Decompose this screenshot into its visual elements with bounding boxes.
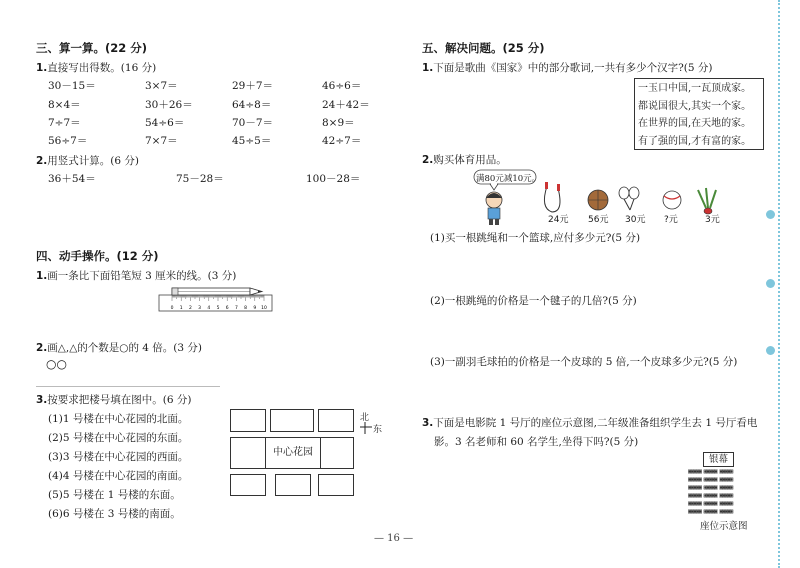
section-4-title: 四、动手操作。(12 分) xyxy=(36,249,159,263)
question-number: 2. xyxy=(36,155,48,167)
arith-cell: 54÷6＝ xyxy=(145,117,185,129)
pencil-icon xyxy=(172,288,262,295)
shuttlecock-icon xyxy=(698,188,716,214)
question-number: 2. xyxy=(422,154,434,166)
binding-hole-icon xyxy=(766,210,775,219)
rubber-ball-icon xyxy=(663,191,681,209)
question-text: 购买体育用品。 xyxy=(433,154,507,166)
sub-question: (3)一副羽毛球拍的价格是一个皮球的 5 倍,一个皮球多少元?(5 分) xyxy=(430,356,738,368)
ruler-tick-label: 2 xyxy=(188,306,192,311)
jump-rope-icon xyxy=(544,182,560,212)
compass-north-label: 北 xyxy=(360,413,370,423)
binding-hole-icon xyxy=(766,346,775,355)
price-racket: 30元 xyxy=(625,215,646,225)
arith-cell: 70－7＝ xyxy=(232,117,274,129)
building-box[interactable] xyxy=(230,409,266,432)
sub-question: (1)买一根跳绳和一个篮球,应付多少元?(5 分) xyxy=(430,232,641,244)
lyric-line: 都说国很大,其实一个家。 xyxy=(638,100,752,112)
question-text: 用竖式计算。(6 分) xyxy=(47,155,140,167)
section-5-title: 五、解决问题。(25 分) xyxy=(422,41,545,55)
question-text: 下面是电影院 1 号厅的座位示意图,二年级准备组织学生去 1 号厅看电 xyxy=(433,417,758,429)
question-text: 按要求把楼号填在图中。(6 分) xyxy=(47,394,192,406)
building-box[interactable] xyxy=(230,437,266,469)
arith-cell: 56÷7＝ xyxy=(48,135,88,147)
arith-cell: 7×7＝ xyxy=(145,135,178,147)
pencil-ruler-figure xyxy=(158,284,274,314)
question-5-2 xyxy=(422,152,507,167)
question-5-3 xyxy=(422,415,757,430)
question-text: 直接写出得数。(16 分) xyxy=(47,62,157,74)
question-5-3-line2: 影。3 名老师和 60 名学生,坐得下吗?(5 分) xyxy=(434,436,639,448)
arith-cell: 30－15＝ xyxy=(48,80,96,92)
building-box[interactable] xyxy=(270,409,314,432)
central-garden: 中心花园 xyxy=(265,437,321,469)
ruler-tick-label: 9 xyxy=(253,306,257,311)
page-number: — 16 — xyxy=(374,533,414,544)
direction-item: (4)4 号楼在中心花园的南面。 xyxy=(48,470,189,482)
compass-cross-icon xyxy=(359,421,373,435)
price-shuttlecock: 3元 xyxy=(705,215,720,225)
arith-cell: 7÷7＝ xyxy=(48,117,81,129)
direction-item: (3)3 号楼在中心花园的西面。 xyxy=(48,451,189,463)
circle-shapes: ○○ xyxy=(46,357,67,371)
lyric-line: 一玉口中国,一瓦顶成家。 xyxy=(638,83,752,94)
building-box[interactable] xyxy=(318,474,354,496)
ruler-tick-label: 3 xyxy=(198,306,202,311)
arith-cell: 24＋42＝ xyxy=(322,99,370,111)
question-text: 画一条比下面铅笔短 3 厘米的线。(3 分) xyxy=(47,270,237,282)
binding-margin xyxy=(778,0,780,568)
arith-cell: 45÷5＝ xyxy=(232,135,272,147)
binding-hole-icon xyxy=(766,279,775,288)
divider xyxy=(36,386,220,387)
arith-cell: 46÷6＝ xyxy=(322,80,362,92)
question-text: 下面是歌曲《国家》中的部分歌词,一共有多少个汉字?(5 分) xyxy=(433,62,713,74)
question-text: 画△,△的个数是○的 4 倍。(3 分) xyxy=(47,342,203,354)
direction-item: (6)6 号楼在 3 号楼的南面。 xyxy=(48,508,181,520)
question-number: 3. xyxy=(422,417,434,429)
compass-east-label: 东 xyxy=(373,425,383,435)
building-box[interactable] xyxy=(230,474,266,496)
building-box[interactable] xyxy=(275,474,311,496)
question-number: 1. xyxy=(36,270,48,282)
question-4-2 xyxy=(36,340,202,355)
section-3-title: 三、算一算。(22 分) xyxy=(36,41,148,55)
direction-item: (1)1 号楼在中心花园的北面。 xyxy=(48,413,189,425)
sub-question: (2)一根跳绳的价格是一个毽子的几倍?(5 分) xyxy=(430,295,637,307)
question-number: 1. xyxy=(422,62,434,74)
ruler-tick-label: 10 xyxy=(261,306,267,311)
discount-bubble-text: 满80元减10元。 xyxy=(476,174,541,184)
seating-caption: 座位示意图 xyxy=(700,521,748,532)
arith-cell: 30＋26＝ xyxy=(145,99,193,111)
boy-icon xyxy=(486,192,502,225)
basketball-icon xyxy=(588,190,608,210)
price-basketball: 56元 xyxy=(588,215,609,225)
question-3-1 xyxy=(36,60,156,75)
vertical-calc: 75－28＝ xyxy=(176,173,224,185)
question-number: 3. xyxy=(36,394,48,406)
lyric-line: 有了强的国,才有富的家。 xyxy=(638,135,752,147)
question-number: 2. xyxy=(36,342,48,354)
arith-cell: 42÷7＝ xyxy=(322,135,362,147)
price-jump-rope: 24元 xyxy=(548,215,569,225)
vertical-calc: 36＋54＝ xyxy=(48,173,96,185)
question-5-1 xyxy=(422,60,712,75)
question-4-3 xyxy=(36,392,192,407)
screen-label: 银幕 xyxy=(703,452,734,467)
arith-cell: 29＋7＝ xyxy=(232,80,274,92)
price-ball: ?元 xyxy=(664,215,678,225)
building-box[interactable] xyxy=(318,409,354,432)
arith-cell: 8×4＝ xyxy=(48,99,81,111)
arith-cell: 8×9＝ xyxy=(322,117,355,129)
ruler-tick-label: 6 xyxy=(225,306,229,311)
direction-item: (5)5 号楼在 1 号楼的东面。 xyxy=(48,489,181,501)
badminton-racket-icon xyxy=(619,187,639,210)
lyric-line: 在世界的国,在天地的家。 xyxy=(638,118,752,129)
building-box[interactable] xyxy=(320,437,354,469)
question-3-2 xyxy=(36,153,139,168)
ruler-tick-label: 1 xyxy=(179,306,183,311)
vertical-calc: 100－28＝ xyxy=(306,173,361,185)
ruler-tick-label: 0 xyxy=(170,306,174,311)
ruler-tick-label: 4 xyxy=(207,306,211,311)
arith-cell: 64÷8＝ xyxy=(232,99,272,111)
arith-cell: 3×7＝ xyxy=(145,80,178,92)
ruler-tick-label: 8 xyxy=(244,306,248,311)
ruler-tick-label: 5 xyxy=(216,306,220,311)
direction-item: (2)5 号楼在中心花园的东面。 xyxy=(48,432,189,444)
question-number: 1. xyxy=(36,62,48,74)
question-4-1 xyxy=(36,268,236,283)
lyrics-box xyxy=(634,78,764,150)
ruler-tick-label: 7 xyxy=(234,306,238,311)
